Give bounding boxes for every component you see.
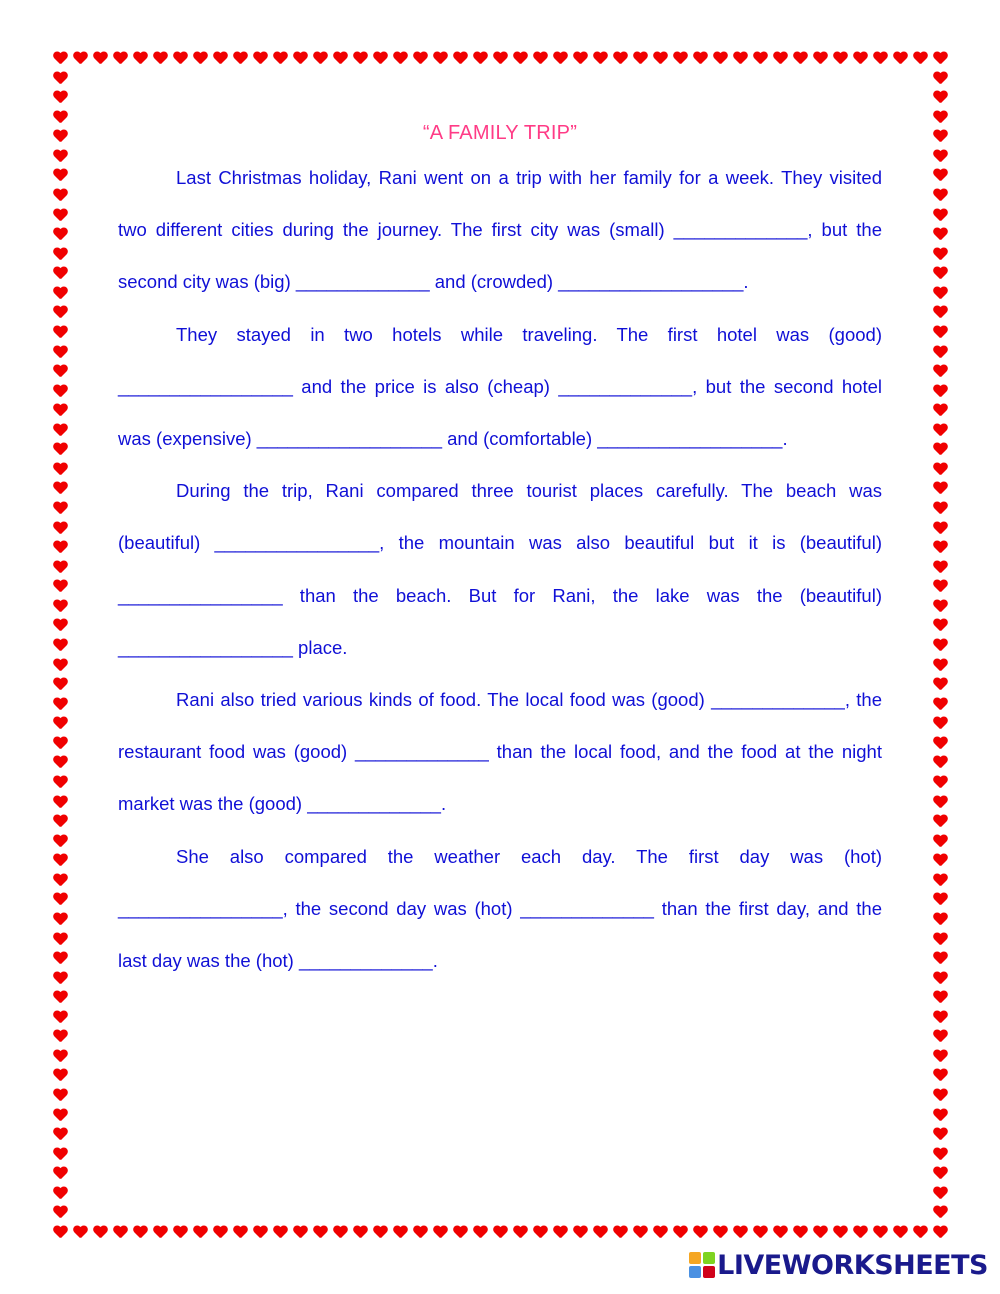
heart-icon (933, 619, 948, 634)
heart-icon (933, 482, 948, 497)
heart-icon (53, 443, 68, 458)
heart-icon (53, 1011, 68, 1026)
heart-icon (933, 756, 948, 771)
heart-icon (453, 52, 468, 67)
heart-icon (933, 835, 948, 850)
heart-icon (53, 991, 68, 1006)
heart-icon (393, 1226, 408, 1241)
paragraph-food: Rani also tried various kinds of food. The local food was (good) _____________, the restaurant food was (good) _____________ than the local food, and the food at the night market was the (good) _____________. (118, 689, 882, 815)
heart-icon (53, 698, 68, 713)
heart-icon (933, 404, 948, 419)
heart-icon (53, 385, 68, 400)
heart-icon (53, 502, 68, 517)
heart-icon (53, 972, 68, 987)
heart-icon (733, 52, 748, 67)
heart-icon (93, 1226, 108, 1241)
heart-icon (433, 1226, 448, 1241)
heart-icon (933, 52, 948, 67)
heart-icon (213, 1226, 228, 1241)
heart-icon (833, 52, 848, 67)
heart-icon (933, 443, 948, 458)
heart-icon (933, 796, 948, 811)
heart-icon (53, 600, 68, 615)
heart-icon (933, 1109, 948, 1124)
heart-icon (853, 52, 868, 67)
heart-icon (773, 1226, 788, 1241)
heart-icon (193, 52, 208, 67)
heart-icon (933, 1069, 948, 1084)
heart-icon (933, 776, 948, 791)
heart-icon (93, 52, 108, 67)
heart-icon (913, 1226, 928, 1241)
heart-icon (53, 52, 68, 67)
heart-icon (53, 874, 68, 889)
heart-icon (213, 52, 228, 67)
heart-icon (573, 1226, 588, 1241)
heart-icon (73, 52, 88, 67)
heart-icon (53, 815, 68, 830)
liveworksheets-logo[interactable] (689, 1250, 988, 1280)
heart-icon (333, 1226, 348, 1241)
heart-icon (53, 287, 68, 302)
heart-icon (53, 1226, 68, 1241)
heart-icon (673, 52, 688, 67)
heart-icon (493, 52, 508, 67)
heart-icon (373, 1226, 388, 1241)
heart-icon (373, 52, 388, 67)
heart-icon (893, 52, 908, 67)
heart-icon (273, 1226, 288, 1241)
heart-icon (393, 52, 408, 67)
heart-icon (933, 150, 948, 165)
logo-square (703, 1252, 715, 1264)
heart-icon (633, 1226, 648, 1241)
heart-icon (53, 169, 68, 184)
heart-icon (933, 874, 948, 889)
heart-icon (933, 1030, 948, 1045)
heart-icon (653, 52, 668, 67)
heart-icon (593, 52, 608, 67)
heart-icon (753, 52, 768, 67)
heart-icon (53, 1109, 68, 1124)
heart-icon (53, 91, 68, 106)
heart-icon (833, 1226, 848, 1241)
heart-icon (933, 306, 948, 321)
heart-icon (433, 52, 448, 67)
heart-icon (933, 1050, 948, 1065)
heart-icon (813, 1226, 828, 1241)
heart-icon (933, 1148, 948, 1163)
heart-icon (513, 52, 528, 67)
heart-icon (73, 1226, 88, 1241)
heart-icon (293, 1226, 308, 1241)
paragraph-hotels: They stayed in two hotels while traveling. The first hotel was (good) _________________ and the price is also (cheap) _____________, but the second hotel was (expensive) __________________ and (comfortable) __________________. (118, 323, 882, 450)
heart-icon (933, 522, 948, 537)
paragraph-cities: Last Christmas holiday, Rani went on a trip with her family for a week. They visited two different cities during the journey. The first city was (small) _____________, but the second city was (big) _____________ and (crowded) __________________. (118, 167, 882, 293)
heart-icon (53, 189, 68, 204)
heart-icon (353, 1226, 368, 1241)
heart-icon (813, 52, 828, 67)
heart-icon (933, 91, 948, 106)
heart-icon (533, 52, 548, 67)
heart-icon (933, 1128, 948, 1143)
heart-icon (593, 1226, 608, 1241)
heart-icon (553, 52, 568, 67)
heart-icon (53, 854, 68, 869)
heart-icon (933, 541, 948, 556)
paragraph-tourist-places: During the trip, Rani compared three tourist places carefully. The beach was (beautiful) ________________, the mountain was also beautiful but it is (beautiful) ________________ than the beach. But for Rani, the lake was the (beautiful) _________________ place. (118, 480, 882, 658)
heart-icon (233, 1226, 248, 1241)
heart-icon (53, 1206, 68, 1221)
heart-icon (153, 1226, 168, 1241)
heart-icon (53, 1089, 68, 1104)
heart-icon (933, 972, 948, 987)
heart-icon (933, 600, 948, 615)
heart-icon (53, 72, 68, 87)
heart-icon (53, 541, 68, 556)
heart-icon (713, 52, 728, 67)
logo-square (689, 1266, 701, 1278)
heart-icon (53, 737, 68, 752)
heart-icon (53, 424, 68, 439)
heart-icon (933, 659, 948, 674)
heart-icon (933, 424, 948, 439)
heart-icon (793, 52, 808, 67)
heart-icon (253, 52, 268, 67)
heart-icon (53, 150, 68, 165)
heart-icon (513, 1226, 528, 1241)
heart-icon (53, 756, 68, 771)
heart-icon (933, 580, 948, 595)
heart-icon (933, 854, 948, 869)
heart-icon (333, 52, 348, 67)
heart-icon (933, 72, 948, 87)
heart-icon (933, 717, 948, 732)
heart-icon (173, 1226, 188, 1241)
heart-icon (933, 326, 948, 341)
heart-icon (553, 1226, 568, 1241)
heart-icon (933, 1089, 948, 1104)
heart-icon (53, 619, 68, 634)
heart-icon (53, 717, 68, 732)
heart-icon (933, 893, 948, 908)
heart-icon (113, 52, 128, 67)
heart-icon (53, 306, 68, 321)
heart-icon (793, 1226, 808, 1241)
heart-icon (293, 52, 308, 67)
heart-icon (933, 502, 948, 517)
heart-icon (153, 52, 168, 67)
heart-icon (133, 1226, 148, 1241)
heart-icon (53, 1030, 68, 1045)
heart-icon (933, 639, 948, 654)
heart-icon (53, 776, 68, 791)
heart-icon (933, 189, 948, 204)
heart-icon (933, 678, 948, 693)
worksheet-body (118, 152, 882, 987)
heart-icon (413, 52, 428, 67)
heart-icon (173, 52, 188, 67)
heart-icon (933, 1167, 948, 1182)
heart-icon (193, 1226, 208, 1241)
heart-icon (493, 1226, 508, 1241)
heart-icon (53, 267, 68, 282)
heart-icon (933, 385, 948, 400)
heart-icon (53, 1148, 68, 1163)
heart-icon (933, 991, 948, 1006)
heart-icon (573, 52, 588, 67)
heart-icon (933, 952, 948, 967)
liveworksheets-logo-icon (689, 1252, 715, 1278)
heart-icon (133, 52, 148, 67)
heart-icon (53, 522, 68, 537)
heart-icon (933, 815, 948, 830)
logo-square (703, 1266, 715, 1278)
heart-icon (53, 248, 68, 263)
heart-icon (693, 1226, 708, 1241)
heart-icon (53, 482, 68, 497)
heart-icon (933, 248, 948, 263)
logo-square (689, 1252, 701, 1264)
heart-icon (933, 1011, 948, 1026)
heart-icon (53, 893, 68, 908)
heart-icon (313, 1226, 328, 1241)
heart-icon (53, 796, 68, 811)
heart-icon (933, 933, 948, 948)
heart-icon (453, 1226, 468, 1241)
heart-icon (933, 169, 948, 184)
heart-icon (53, 346, 68, 361)
heart-icon (613, 52, 628, 67)
heart-icon (933, 463, 948, 478)
heart-icon (53, 952, 68, 967)
heart-icon (53, 1069, 68, 1084)
heart-icon (53, 659, 68, 674)
heart-icon (933, 209, 948, 224)
heart-icon (933, 346, 948, 361)
heart-icon (53, 933, 68, 948)
heart-icon (313, 52, 328, 67)
heart-icon (53, 463, 68, 478)
heart-icon (113, 1226, 128, 1241)
heart-icon (53, 404, 68, 419)
heart-icon (53, 1167, 68, 1182)
heart-icon (873, 1226, 888, 1241)
heart-icon (913, 52, 928, 67)
heart-icon (53, 561, 68, 576)
heart-icon (653, 1226, 668, 1241)
heart-icon (933, 698, 948, 713)
heart-icon (233, 52, 248, 67)
heart-icon (853, 1226, 868, 1241)
heart-icon (53, 1050, 68, 1065)
heart-icon (53, 1128, 68, 1143)
heart-icon (933, 1206, 948, 1221)
heart-icon (933, 561, 948, 576)
heart-icon (933, 1187, 948, 1202)
heart-icon (353, 52, 368, 67)
worksheet-title: “A FAMILY TRIP” (422, 122, 578, 144)
heart-icon (53, 835, 68, 850)
heart-icon (253, 1226, 268, 1241)
heart-icon (933, 1226, 948, 1241)
heart-icon (53, 326, 68, 341)
heart-icon (473, 1226, 488, 1241)
heart-icon (933, 365, 948, 380)
heart-icon (933, 287, 948, 302)
heart-icon (53, 228, 68, 243)
heart-icon (673, 1226, 688, 1241)
heart-icon (273, 52, 288, 67)
heart-icon (933, 737, 948, 752)
heart-icon (533, 1226, 548, 1241)
heart-icon (53, 913, 68, 928)
heart-icon (933, 913, 948, 928)
heart-icon (53, 1187, 68, 1202)
heart-icon (933, 267, 948, 282)
heart-icon (933, 228, 948, 243)
heart-icon (733, 1226, 748, 1241)
heart-icon (413, 1226, 428, 1241)
heart-icon (893, 1226, 908, 1241)
heart-icon (473, 52, 488, 67)
paragraph-weather: She also compared the weather each day. The first day was (hot) ________________, the second day was (hot) _____________ than the first day, and the last day was the (hot) _____________. (118, 845, 882, 972)
logo-text: LIVEWORKSHEETS (717, 1249, 988, 1281)
heart-icon (613, 1226, 628, 1241)
heart-icon (753, 1226, 768, 1241)
heart-icon (53, 678, 68, 693)
heart-icon (53, 639, 68, 654)
heart-icon (873, 52, 888, 67)
heart-icon (693, 52, 708, 67)
heart-icon (633, 52, 648, 67)
heart-icon (53, 209, 68, 224)
heart-icon (713, 1226, 728, 1241)
heart-icon (53, 365, 68, 380)
heart-icon (53, 580, 68, 595)
heart-icon (773, 52, 788, 67)
